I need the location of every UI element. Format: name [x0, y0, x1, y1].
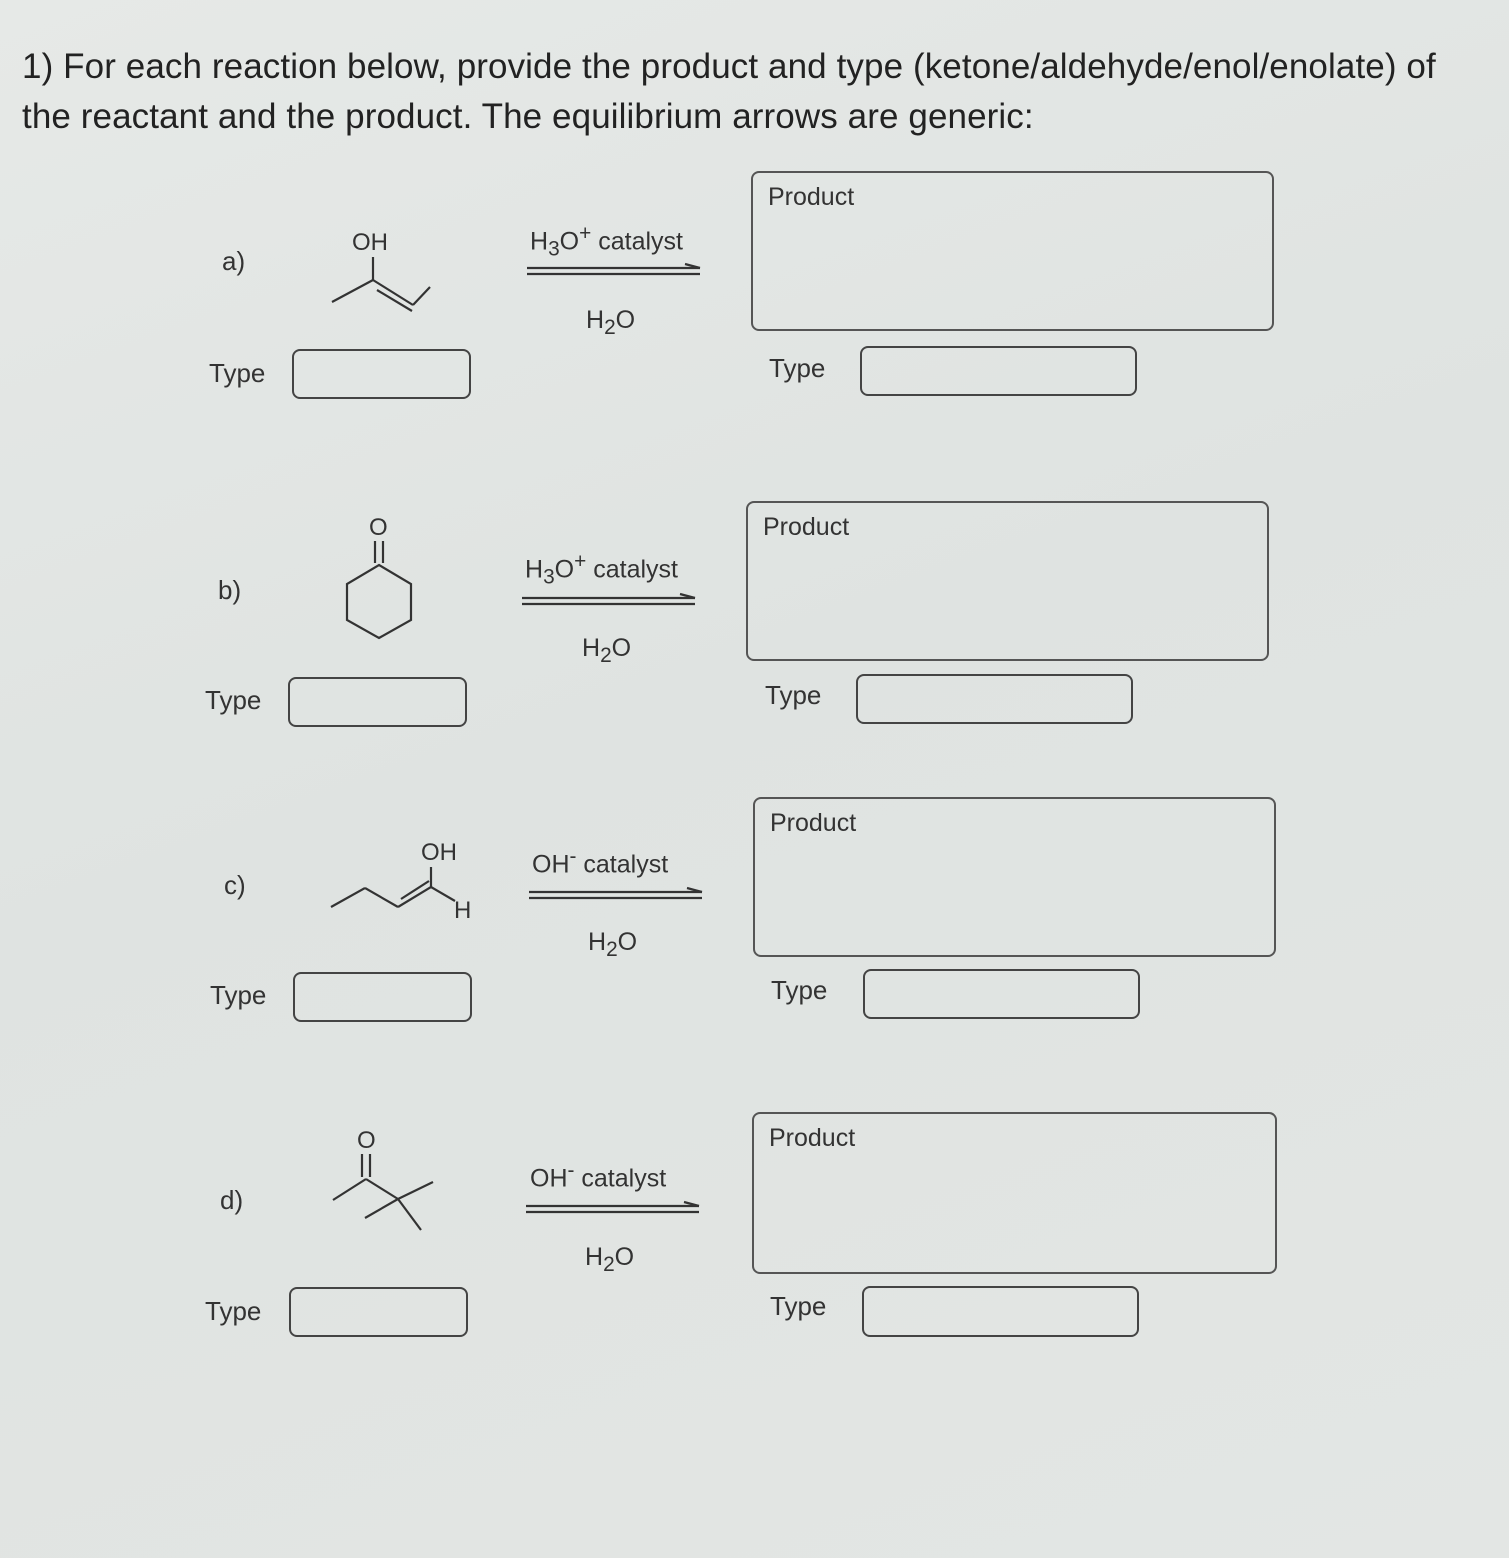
- equilibrium-arrow: [520, 594, 700, 614]
- product-type-label: Type: [770, 1291, 827, 1321]
- reactant-type-input[interactable]: [293, 972, 472, 1022]
- solvent-label: $H_2O$: [586, 306, 636, 339]
- reactant-type-label: Type: [205, 685, 262, 715]
- atom-label-o: O: [369, 514, 388, 541]
- product-type-label: Type: [769, 353, 826, 383]
- catalyst-label: $H_3O^+$ catalyst: [525, 550, 678, 589]
- equilibrium-arrow: [525, 264, 705, 284]
- reactant-d-structure: [325, 1120, 455, 1240]
- product-label: Product: [769, 1124, 856, 1152]
- equilibrium-arrow: [527, 888, 707, 908]
- product-box[interactable]: [751, 171, 1274, 331]
- product-box[interactable]: [752, 1112, 1277, 1274]
- product-type-label: Type: [771, 975, 828, 1005]
- solvent-label: $H_2O$: [582, 634, 632, 667]
- equilibrium-arrow: [524, 1202, 704, 1222]
- question-text: [22, 42, 1482, 142]
- solvent-label: $H_2O$: [588, 928, 638, 961]
- reactant-a-structure: [320, 225, 450, 315]
- reactant-b-structure: [330, 505, 430, 645]
- product-type-label: Type: [765, 680, 822, 710]
- reactant-c-structure: [325, 835, 485, 925]
- product-type-input[interactable]: [860, 346, 1137, 396]
- reactant-type-label: Type: [210, 980, 267, 1010]
- reaction-label: d): [220, 1185, 244, 1215]
- catalyst-label: OH- catalyst: [530, 1159, 667, 1193]
- question-line-1: 1) For each reaction below, provide the product and type (ketone/aldehyde/enol/enolate) of: [22, 47, 1436, 86]
- solvent-label: $H_2O$: [585, 1243, 635, 1276]
- reaction-label: a): [222, 246, 246, 276]
- atom-label-oh: OH: [421, 839, 457, 866]
- product-label: Product: [768, 183, 855, 211]
- product-label: Product: [763, 513, 850, 541]
- reactant-type-input[interactable]: [288, 677, 467, 727]
- reaction-label: b): [218, 575, 242, 605]
- product-box[interactable]: [746, 501, 1269, 661]
- atom-label-h: H: [454, 897, 472, 924]
- reaction-label: c): [224, 870, 246, 900]
- question-line-2: the reactant and the product. The equilibrium arrows are generic:: [22, 97, 1034, 136]
- product-label: Product: [770, 809, 857, 837]
- product-type-input[interactable]: [856, 674, 1133, 724]
- catalyst-label: $H_3O^+$ catalyst: [530, 222, 683, 261]
- catalyst-label: OH- catalyst: [532, 845, 669, 879]
- reactant-type-label: Type: [205, 1296, 262, 1326]
- product-type-input[interactable]: [862, 1286, 1139, 1337]
- atom-label-o: O: [357, 1127, 376, 1154]
- reactant-type-label: Type: [209, 358, 266, 388]
- reactant-type-input[interactable]: [289, 1287, 468, 1337]
- atom-label-oh: OH: [352, 229, 388, 256]
- product-box[interactable]: [753, 797, 1276, 957]
- reactant-type-input[interactable]: [292, 349, 471, 399]
- product-type-input[interactable]: [863, 969, 1140, 1019]
